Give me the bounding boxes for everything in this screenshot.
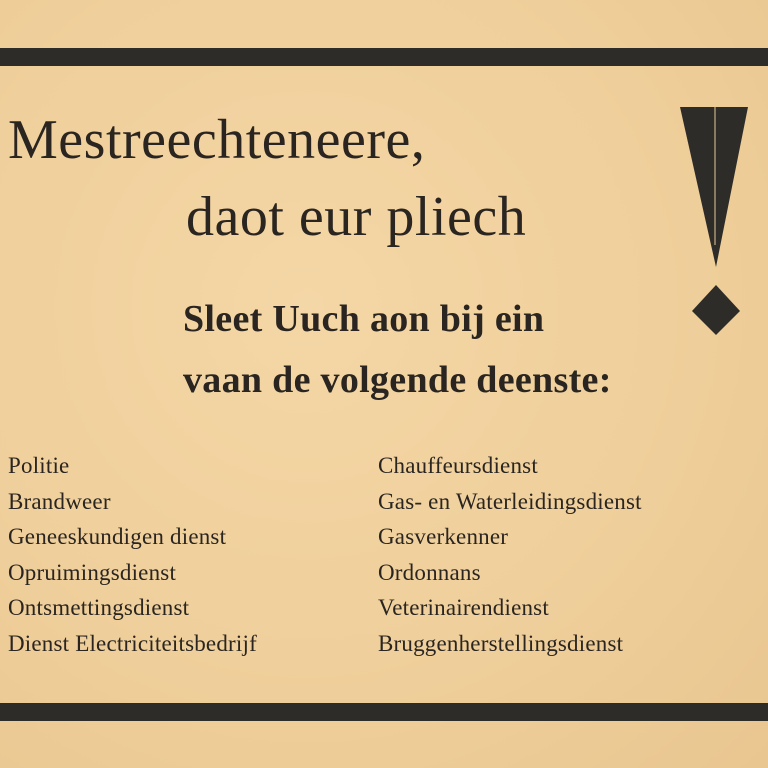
list-item: Geneeskundigen dienst — [8, 524, 227, 549]
services-list-right — [378, 448, 642, 661]
subheadline-line-2: vaan de volgende deenste: — [183, 359, 612, 401]
list-item: Chauffeursdienst — [378, 453, 538, 478]
subheadline-line-1: Sleet Uuch aon bij ein — [183, 298, 545, 340]
exclamation-mark-icon — [680, 105, 752, 345]
list-item: Politie — [8, 453, 70, 478]
list-item: Bruggenherstellingsdienst — [378, 630, 624, 656]
top-rule — [0, 48, 768, 66]
headline-line-2: daot eur pliech — [186, 186, 527, 248]
bottom-rule — [0, 703, 768, 721]
headline-line-1: Mestreechteneere, — [8, 109, 426, 171]
list-item: Gas- en Waterleidingsdienst — [378, 488, 642, 514]
list-item: Ontsmettingsdienst — [8, 595, 190, 620]
services-list-left — [8, 448, 257, 661]
list-item: Dienst Electriciteitsbedrijf — [8, 630, 257, 656]
list-item: Veterinairendienst — [378, 595, 549, 620]
list-item: Brandweer — [8, 488, 111, 514]
list-item: Opruimingsdienst — [8, 559, 177, 585]
list-item: Gasverkenner — [378, 524, 509, 549]
list-item: Ordonnans — [378, 559, 481, 585]
